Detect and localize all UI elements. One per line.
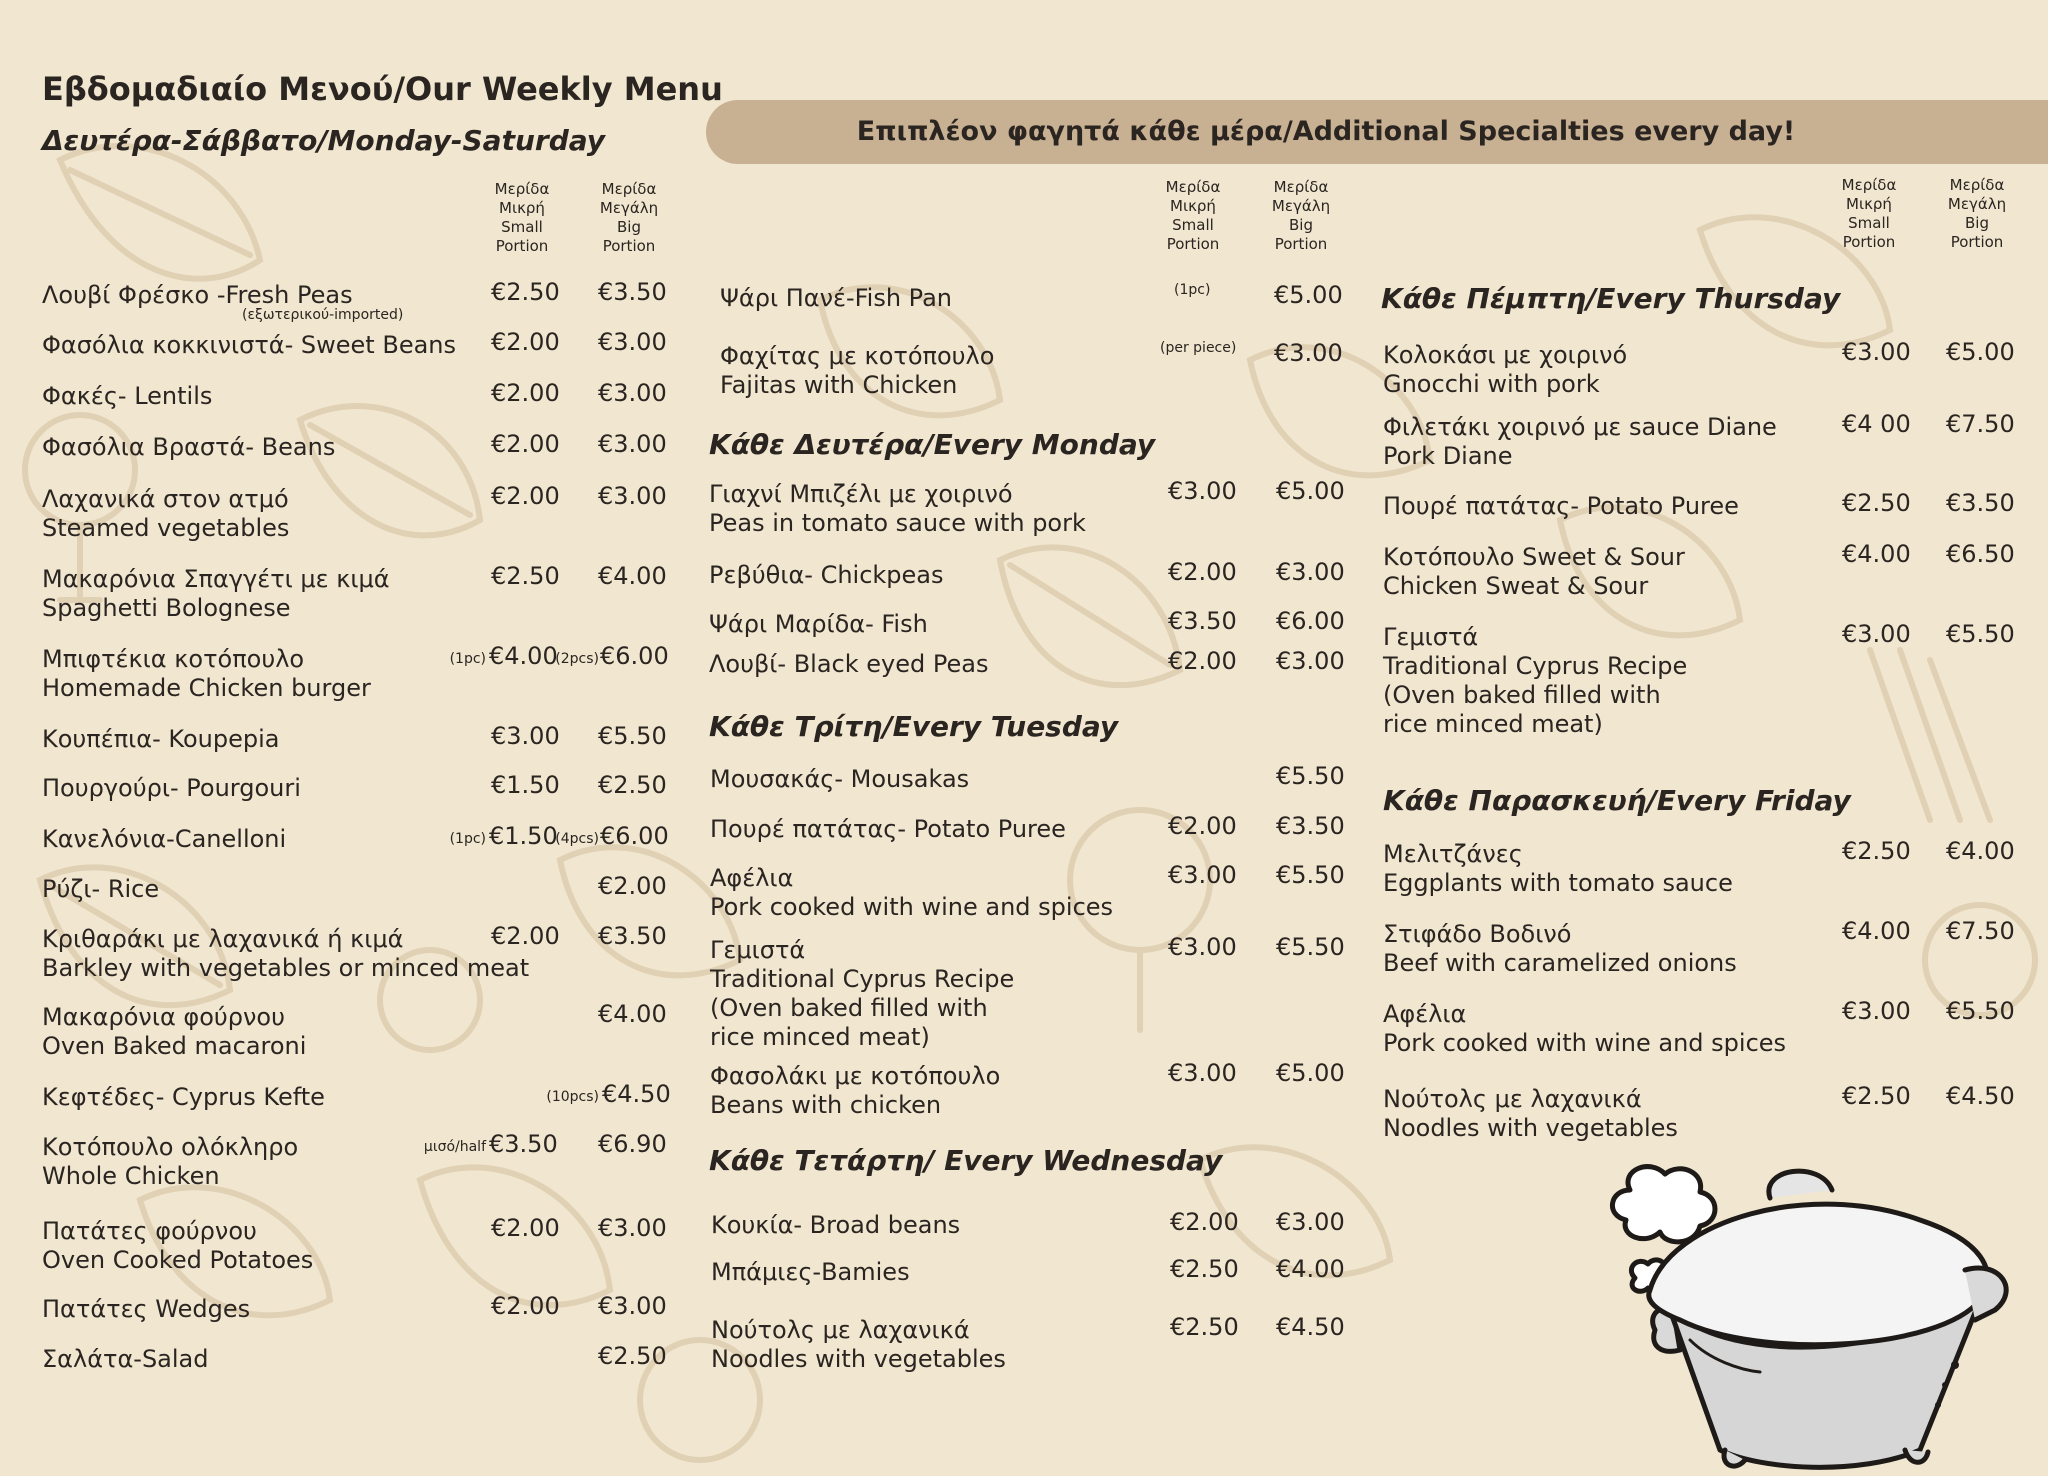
price-big: €3.00: [1276, 647, 1345, 675]
portion-header-small: Μερίδα Μικρή Small Portion: [494, 180, 550, 255]
dish-name: Whole Chicken: [42, 1162, 220, 1190]
dish-name: Gnocchi with pork: [1383, 370, 1600, 398]
price-big: €3.00: [1274, 339, 1343, 367]
price-big: €6.00: [600, 642, 669, 670]
price-small: €3.00: [1842, 997, 1911, 1025]
dish-name: Πατάτες φούρνου: [42, 1217, 257, 1245]
cooking-pot-icon: [1560, 1160, 2020, 1476]
dish-name: Traditional Cyprus Recipe: [710, 965, 1015, 993]
dish-name: Αφέλια: [1383, 1000, 1467, 1028]
dish-name: Noodles with vegetables: [1383, 1114, 1678, 1142]
price-big: €3.00: [598, 379, 667, 407]
portion-header-small: Μερίδα Μικρή Small Portion: [1165, 178, 1221, 253]
portion-header-big: Μερίδα Μεγάλη Big Portion: [599, 180, 659, 255]
price-big: €7.50: [1946, 410, 2015, 438]
dish-name: rice minced meat): [1383, 710, 1603, 738]
dish-name: Homemade Chicken burger: [42, 674, 371, 702]
price-big: €5.50: [1276, 933, 1345, 961]
dish-name: Μελιτζάνες: [1383, 840, 1523, 868]
tuesday-heading: Κάθε Τρίτη/Every Tuesday: [709, 710, 1119, 743]
dish-name: Κολοκάσι με χοιρινό: [1383, 341, 1628, 369]
price-big: €3.00: [598, 1214, 667, 1242]
dish-name: Oven Cooked Potatoes: [42, 1246, 314, 1274]
dish-name: Oven Baked macaroni: [42, 1032, 307, 1060]
price-small: €2.00: [491, 430, 560, 458]
dish-name: Peas in tomato sauce with pork: [709, 509, 1086, 537]
price-small: €2.50: [491, 278, 560, 306]
price-big: €3.00: [598, 1292, 667, 1320]
price-big: €5.50: [1946, 997, 2015, 1025]
portion-note: (1pc): [1174, 282, 1211, 298]
portion-note: (2pcs): [555, 651, 599, 667]
price-big: €3.00: [1276, 1208, 1345, 1236]
dish-name: Μακαρόνια Σπαγγέτι με κιμά: [42, 565, 390, 593]
dish-name: Ρεβύθια- Chickpeas: [709, 561, 944, 589]
dish-name: Νούτολς με λαχανικά: [711, 1316, 970, 1344]
dish-name: (Oven baked filled with: [710, 994, 988, 1022]
specialties-banner-text: Επιπλέον φαγητά κάθε μέρα/Additional Specialties every day!: [856, 116, 1796, 147]
monday-heading: Κάθε Δευτέρα/Every Monday: [709, 428, 1156, 461]
price-small: €2.50: [491, 562, 560, 590]
price-small: €3.00: [1168, 933, 1237, 961]
dish-name: Ψάρι Μαρίδα- Fish: [709, 610, 928, 638]
price-small: €3.50: [1168, 607, 1237, 635]
price-big: €4.50: [602, 1080, 671, 1108]
price-small: €1.50: [489, 822, 558, 850]
price-big: €5.50: [598, 722, 667, 750]
dish-name: Σαλάτα-Salad: [42, 1345, 209, 1373]
dish-name: Κοτόπουλο Sweet & Sour: [1383, 543, 1685, 571]
price-big: €6.00: [1276, 607, 1345, 635]
price-small: €4.00: [1842, 540, 1911, 568]
price-small: €3.00: [1168, 861, 1237, 889]
dish-name: Πουργούρι- Pourgouri: [42, 774, 301, 802]
price-small: €3.00: [1168, 477, 1237, 505]
price-small: €2.00: [491, 922, 560, 950]
dish-name: Γεμιστά: [1383, 623, 1479, 651]
dish-name: Noodles with vegetables: [711, 1345, 1006, 1373]
price-small: €1.50: [491, 771, 560, 799]
price-small: €2.00: [491, 1292, 560, 1320]
price-small: €2.00: [491, 328, 560, 356]
thursday-heading: Κάθε Πέμπτη/Every Thursday: [1381, 282, 1841, 315]
price-big: €4.00: [598, 562, 667, 590]
menu-subtitle: Δευτέρα-Σάββατο/Monday-Saturday: [42, 124, 606, 157]
price-big: €5.50: [1276, 861, 1345, 889]
price-big: €5.50: [1276, 762, 1345, 790]
price-big: €5.00: [1946, 338, 2015, 366]
dish-name: Ψάρι Πανέ-Fish Pan: [720, 284, 952, 312]
portion-header-small: Μερίδα Μικρή Small Portion: [1841, 176, 1897, 251]
price-big: €2.50: [598, 1342, 667, 1370]
dish-name: Spaghetti Bolognese: [42, 594, 291, 622]
price-big: €2.00: [598, 872, 667, 900]
portion-note: (1pc): [449, 651, 486, 667]
dish-name: Beans with chicken: [710, 1091, 942, 1119]
dish-name: Πατάτες Wedges: [42, 1295, 251, 1323]
price-small: €2.50: [1842, 837, 1911, 865]
price-small: €3.00: [491, 722, 560, 750]
price-small: €2.00: [491, 379, 560, 407]
price-small: €4 00: [1842, 410, 1911, 438]
portion-note: (per piece): [1160, 340, 1237, 356]
dish-name: Λουβί Φρέσκο -Fresh Peas: [42, 281, 353, 309]
price-small: €2.00: [491, 482, 560, 510]
dish-name: Pork cooked with wine and spices: [1383, 1029, 1787, 1057]
price-small: €3.00: [1842, 338, 1911, 366]
dish-note: (εξωτερικού-imported): [242, 307, 404, 323]
price-big: €5.50: [1946, 620, 2015, 648]
dish-name: Ρύζι- Rice: [42, 875, 160, 903]
price-big: €2.50: [598, 771, 667, 799]
dish-name: Μουσακάς- Mousakas: [710, 765, 970, 793]
dish-name: Πουρέ πατάτας- Potato Puree: [1383, 492, 1739, 520]
price-small: €2.00: [1168, 812, 1237, 840]
price-big: €6.00: [600, 822, 669, 850]
price-small: €2.50: [1842, 489, 1911, 517]
price-small: €2.50: [1170, 1313, 1239, 1341]
price-big: €4.50: [1276, 1313, 1345, 1341]
portion-note: μισό/half: [423, 1139, 486, 1155]
price-big: €3.50: [1946, 489, 2015, 517]
dish-name: Traditional Cyprus Recipe: [1383, 652, 1688, 680]
dish-name: Φασολάκι με κοτόπουλο: [710, 1062, 1001, 1090]
price-small: €2.00: [1168, 647, 1237, 675]
price-small: €4.00: [489, 642, 558, 670]
portion-header-big: Μερίδα Μεγάλη Big Portion: [1947, 176, 2007, 251]
price-small: €2.00: [1168, 558, 1237, 586]
price-small: €4.00: [1842, 917, 1911, 945]
price-small: €3.50: [489, 1130, 558, 1158]
dish-name: Γιαχνί Μπιζέλι με χοιρινό: [709, 480, 1013, 508]
dish-name: Κοτόπουλο ολόκληρο: [42, 1133, 299, 1161]
dish-name: rice minced meat): [710, 1023, 930, 1051]
price-big: €3.50: [598, 922, 667, 950]
menu-title: Εβδομαδιαίο Μενού/Our Weekly Menu: [42, 70, 723, 108]
wednesday-heading: Κάθε Τετάρτη/ Every Wednesday: [709, 1144, 1223, 1177]
dish-name: Φασόλια κοκκινιστά- Sweet Beans: [42, 331, 456, 359]
price-big: €5.00: [1274, 281, 1343, 309]
dish-name: Γεμιστά: [710, 936, 806, 964]
price-big: €3.00: [598, 328, 667, 356]
price-big: €3.00: [1276, 558, 1345, 586]
dish-name: Μακαρόνια φούρνου: [42, 1003, 285, 1031]
dish-name: Κανελόνια-Canelloni: [42, 825, 287, 853]
dish-name: Μπιφτέκια κοτόπουλο: [42, 645, 305, 673]
price-small: €3.00: [1842, 620, 1911, 648]
dish-name: Φακές- Lentils: [42, 382, 213, 410]
dish-name: Pork Diane: [1383, 442, 1513, 470]
dish-name: Κριθαράκι με λαχανικά ή κιμά: [42, 925, 404, 953]
dish-name: Στιφάδο Βοδινό: [1383, 920, 1572, 948]
dish-name: Λουβί- Black eyed Peas: [709, 650, 989, 678]
price-big: €3.50: [598, 278, 667, 306]
dish-name: Barkley with vegetables or minced meat: [42, 954, 530, 982]
dish-name: Κεφτέδες- Cyprus Kefte: [42, 1083, 325, 1111]
dish-name: Αφέλια: [710, 864, 794, 892]
dish-name: Φαχίτας με κοτόπουλο: [720, 342, 995, 370]
dish-name: (Oven baked filled with: [1383, 681, 1661, 709]
portion-note: (4pcs): [555, 831, 599, 847]
price-big: €3.00: [598, 482, 667, 510]
price-big: €4.00: [1276, 1255, 1345, 1283]
dish-name: Beef with caramelized onions: [1383, 949, 1737, 977]
portion-header-big: Μερίδα Μεγάλη Big Portion: [1271, 178, 1331, 253]
price-big: €5.00: [1276, 477, 1345, 505]
price-big: €6.50: [1946, 540, 2015, 568]
dish-name: Λαχανικά στον ατμό: [42, 485, 289, 513]
dish-name: Νούτολς με λαχανικά: [1383, 1085, 1642, 1113]
dish-name: Κουπέπια- Koupepia: [42, 725, 280, 753]
price-big: €5.00: [1276, 1059, 1345, 1087]
price-small: €2.50: [1170, 1255, 1239, 1283]
portion-note: (10pcs): [546, 1089, 599, 1105]
dish-name: Φιλετάκι χοιρινό με sauce Diane: [1383, 413, 1777, 441]
portion-note: (1pc): [449, 831, 486, 847]
dish-name: Pork cooked with wine and spices: [710, 893, 1114, 921]
dish-name: Πουρέ πατάτας- Potato Puree: [710, 815, 1066, 843]
price-small: €2.00: [1170, 1208, 1239, 1236]
price-small: €2.00: [491, 1214, 560, 1242]
price-small: €3.00: [1168, 1059, 1237, 1087]
dish-name: Eggplants with tomato sauce: [1383, 869, 1733, 897]
dish-name: Chicken Sweat & Sour: [1383, 572, 1649, 600]
price-big: €3.00: [598, 430, 667, 458]
dish-name: Φασόλια Βραστά- Beans: [42, 433, 336, 461]
dish-name: Steamed vegetables: [42, 514, 290, 542]
price-big: €4.50: [1946, 1082, 2015, 1110]
price-big: €4.00: [1946, 837, 2015, 865]
price-small: €2.50: [1842, 1082, 1911, 1110]
price-big: €7.50: [1946, 917, 2015, 945]
price-big: €3.50: [1276, 812, 1345, 840]
dish-name: Μπάμιες-Bamies: [711, 1258, 910, 1286]
dish-name: Fajitas with Chicken: [720, 371, 958, 399]
dish-name: Κουκία- Broad beans: [711, 1211, 961, 1239]
price-big: €4.00: [598, 1000, 667, 1028]
price-big: €6.90: [598, 1130, 667, 1158]
friday-heading: Κάθε Παρασκευή/Every Friday: [1383, 784, 1851, 817]
